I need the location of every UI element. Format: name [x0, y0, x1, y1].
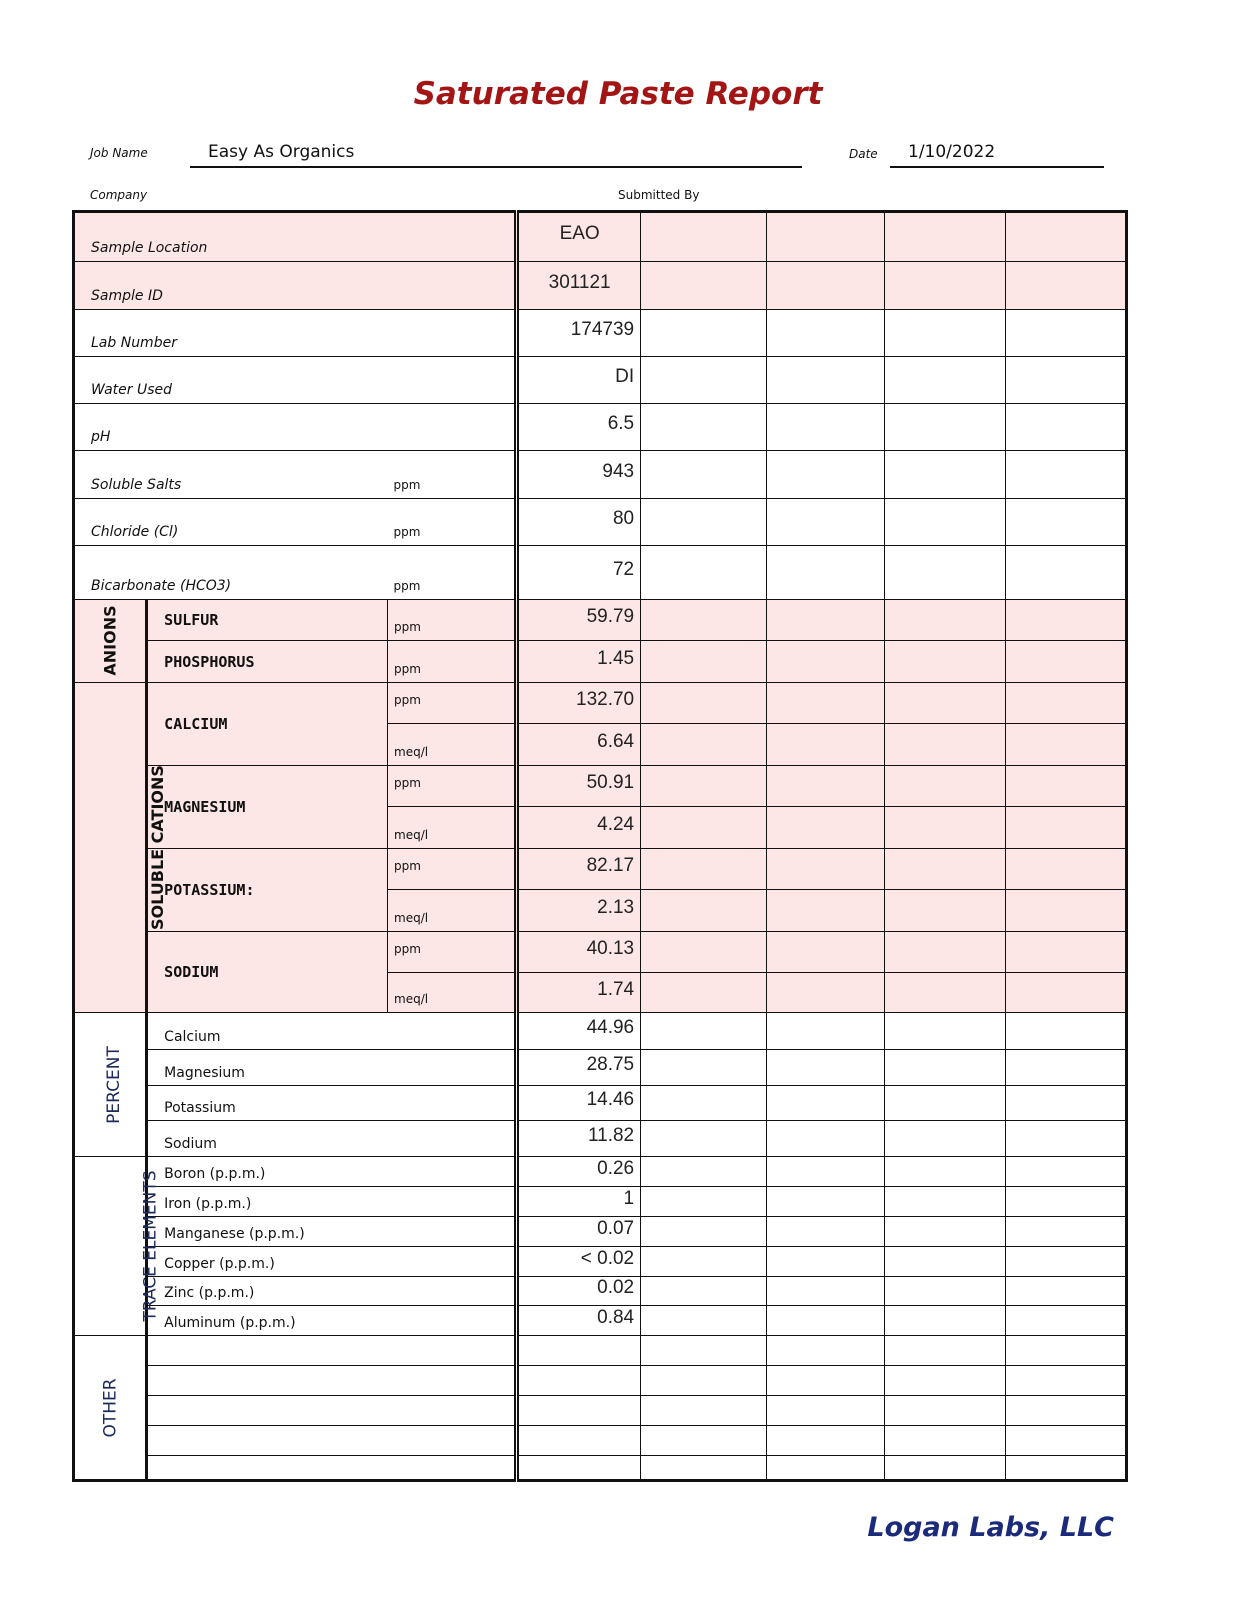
magnesium-meq-unit: meq/l — [388, 807, 517, 849]
sodium-label: SODIUM — [147, 932, 388, 1013]
bicarbonate-label: Bicarbonate (HCO3) — [74, 546, 388, 600]
date-value: 1/10/2022 — [908, 142, 996, 162]
magnesium-label: MAGNESIUM — [147, 766, 388, 849]
row-trace-aluminum — [74, 1306, 1127, 1336]
trace-copper-label: Copper (p.p.m.) — [147, 1247, 517, 1277]
trace-iron-label: Iron (p.p.m.) — [147, 1187, 517, 1217]
lab-logo-text: Logan Labs, LLC — [867, 1512, 1114, 1543]
date-label: Date — [849, 147, 878, 161]
sample-location-value: EAO — [517, 212, 641, 262]
percent-sodium-label: Sodium — [147, 1121, 517, 1157]
potassium-label: POTASSIUM: — [147, 849, 388, 932]
trace-copper-value: < 0.02 — [517, 1247, 641, 1277]
sample-location-label: Sample Location — [74, 212, 388, 262]
job-name-underline — [190, 166, 802, 168]
sulfur-value: 59.79 — [517, 600, 641, 641]
sample-id-value: 301121 — [517, 262, 641, 310]
row-chloride — [74, 499, 1127, 546]
percent-section-label: PERCENT — [74, 1013, 147, 1157]
water-used-value: DI — [517, 357, 641, 404]
phosphorus-label: PHOSPHORUS — [147, 641, 388, 683]
soluble-salts-label: Soluble Salts — [74, 451, 388, 499]
row-other-3 — [74, 1396, 1127, 1426]
lab-number-label: Lab Number — [74, 310, 388, 357]
percent-calcium-value: 44.96 — [517, 1013, 641, 1050]
row-soluble-salts — [74, 451, 1127, 499]
phosphorus-unit: ppm — [388, 641, 517, 683]
report-title: Saturated Paste Report — [413, 76, 823, 112]
sodium-meq-value: 1.74 — [517, 973, 641, 1013]
percent-potassium-label: Potassium — [147, 1086, 517, 1121]
anions-section-label: ANIONS — [74, 600, 147, 683]
potassium-meq-unit: meq/l — [388, 890, 517, 932]
row-percent-magnesium — [74, 1050, 1127, 1086]
row-sodium-ppm — [74, 932, 1127, 973]
row-trace-iron — [74, 1187, 1127, 1217]
submitted-by-label: Submitted By — [618, 188, 700, 202]
sulfur-unit: ppm — [388, 600, 517, 641]
cations-section-label: SOLUBLE CATIONS — [74, 683, 147, 1013]
soluble-salts-unit: ppm — [388, 451, 517, 499]
row-ph — [74, 404, 1127, 451]
row-sample-id — [74, 262, 1127, 310]
lab-number-value: 174739 — [517, 310, 641, 357]
trace-manganese-label: Manganese (p.p.m.) — [147, 1217, 517, 1247]
row-other-5 — [74, 1456, 1127, 1481]
trace-iron-value: 1 — [517, 1187, 641, 1217]
percent-magnesium-label: Magnesium — [147, 1050, 517, 1086]
row-lab-number — [74, 310, 1127, 357]
bicarbonate-value: 72 — [517, 546, 641, 600]
percent-magnesium-value: 28.75 — [517, 1050, 641, 1086]
row-trace-manganese — [74, 1217, 1127, 1247]
date-underline — [890, 166, 1104, 168]
row-other-1 — [74, 1336, 1127, 1366]
row-percent-calcium — [74, 1013, 1127, 1050]
trace-section-label: TRACE ELEMENTS — [74, 1157, 147, 1336]
potassium-ppm-unit: ppm — [388, 849, 517, 890]
calcium-label: CALCIUM — [147, 683, 388, 766]
magnesium-meq-value: 4.24 — [517, 807, 641, 849]
row-magnesium-ppm — [74, 766, 1127, 807]
percent-potassium-value: 14.46 — [517, 1086, 641, 1121]
phosphorus-value: 1.45 — [517, 641, 641, 683]
row-trace-copper — [74, 1247, 1127, 1277]
row-water-used — [74, 357, 1127, 404]
row-other-2 — [74, 1366, 1127, 1396]
row-other-4 — [74, 1426, 1127, 1456]
calcium-ppm-unit: ppm — [388, 683, 517, 724]
row-sample-location — [74, 212, 1127, 262]
row-bicarbonate — [74, 546, 1127, 600]
row-trace-zinc — [74, 1277, 1127, 1306]
water-used-label: Water Used — [74, 357, 388, 404]
chloride-value: 80 — [517, 499, 641, 546]
sample-id-label: Sample ID — [74, 262, 388, 310]
trace-boron-value: 0.26 — [517, 1157, 641, 1187]
company-label: Company — [90, 188, 148, 202]
row-percent-sodium — [74, 1121, 1127, 1157]
bicarbonate-unit: ppm — [388, 546, 517, 600]
trace-aluminum-value: 0.84 — [517, 1306, 641, 1336]
chloride-label: Chloride (Cl) — [74, 499, 388, 546]
calcium-meq-unit: meq/l — [388, 724, 517, 766]
row-sulfur — [74, 600, 1127, 641]
magnesium-ppm-value: 50.91 — [517, 766, 641, 807]
percent-calcium-label: Calcium — [147, 1013, 517, 1050]
calcium-ppm-value: 132.70 — [517, 683, 641, 724]
magnesium-ppm-unit: ppm — [388, 766, 517, 807]
report-table — [72, 210, 1128, 1482]
potassium-ppm-value: 82.17 — [517, 849, 641, 890]
job-name-value: Easy As Organics — [208, 142, 355, 162]
soluble-salts-value: 943 — [517, 451, 641, 499]
trace-zinc-label: Zinc (p.p.m.) — [147, 1277, 517, 1306]
row-percent-potassium — [74, 1086, 1127, 1121]
job-name-label: Job Name — [90, 146, 148, 160]
row-trace-boron — [74, 1157, 1127, 1187]
row-phosphorus — [74, 641, 1127, 683]
sodium-meq-unit: meq/l — [388, 973, 517, 1013]
sodium-ppm-value: 40.13 — [517, 932, 641, 973]
other-section-label: OTHER — [74, 1336, 147, 1481]
trace-boron-label: Boron (p.p.m.) — [147, 1157, 517, 1187]
trace-manganese-value: 0.07 — [517, 1217, 641, 1247]
percent-sodium-value: 11.82 — [517, 1121, 641, 1157]
ph-label: pH — [74, 404, 388, 451]
trace-zinc-value: 0.02 — [517, 1277, 641, 1306]
calcium-meq-value: 6.64 — [517, 724, 641, 766]
sodium-ppm-unit: ppm — [388, 932, 517, 973]
row-potassium-ppm — [74, 849, 1127, 890]
row-calcium-ppm — [74, 683, 1127, 724]
chloride-unit: ppm — [388, 499, 517, 546]
potassium-meq-value: 2.13 — [517, 890, 641, 932]
trace-aluminum-label: Aluminum (p.p.m.) — [147, 1306, 517, 1336]
sulfur-label: SULFUR — [147, 600, 388, 641]
ph-value: 6.5 — [517, 404, 641, 451]
